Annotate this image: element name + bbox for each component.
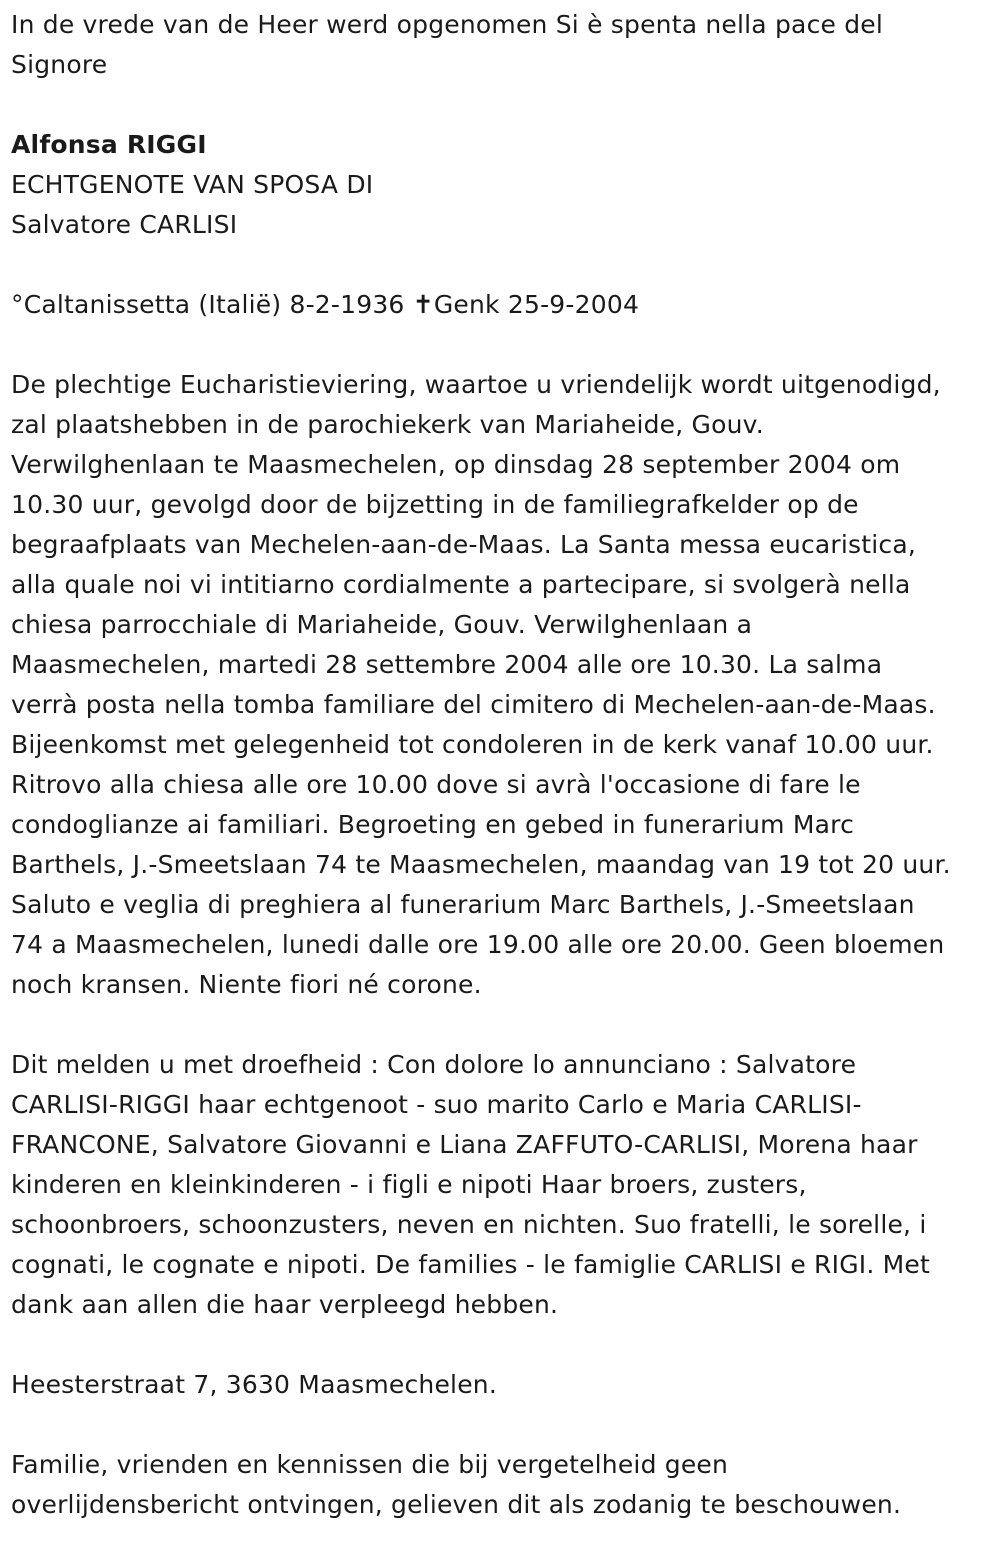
ceremony-line: chiesa parrocchiale di Mariaheide, Gouv. Verwilghenlaan a bbox=[11, 610, 753, 639]
ceremony-line: verrà posta nella tomba familiare del cimitero di Mechelen-aan-de-Maas. bbox=[11, 690, 936, 719]
ceremony-line: De plechtige Eucharistieviering, waartoe u vriendelijk wordt uitgenodigd, bbox=[11, 370, 941, 399]
ceremony-line: zal plaatshebben in de parochiekerk van Mariaheide, Gouv. bbox=[11, 410, 764, 439]
family-line: schoonbroers, schoonzusters, neven en nichten. Suo fratelli, le sorelle, i bbox=[11, 1210, 927, 1239]
family-line: Dit melden u met droefheid : Con dolore lo annunciano : Salvatore bbox=[11, 1050, 857, 1079]
family-line: kinderen en kleinkinderen - i figli e nipoti Haar broers, zusters, bbox=[11, 1170, 807, 1199]
deceased-name: Alfonsa RIGGI bbox=[11, 130, 207, 159]
ceremony-line: noch kransen. Niente fiori né corone. bbox=[11, 970, 482, 999]
ceremony-line: Bijeenkomst met gelegenheid tot condoleren in de kerk vanaf 10.00 uur. bbox=[11, 730, 934, 759]
ceremony-line: Barthels, J.-Smeetslaan 74 te Maasmechelen, maandag van 19 tot 20 uur. bbox=[11, 850, 951, 879]
address bbox=[11, 1365, 990, 1405]
ceremony-line: alla quale noi vi intitiarno cordialmente a partecipare, si svolgerà nella bbox=[11, 570, 911, 599]
birth-info: °Caltanissetta (Italië) 8-2-1936 bbox=[11, 290, 413, 319]
deceased-block bbox=[11, 125, 990, 245]
cross-icon: ✝ bbox=[412, 290, 434, 319]
ceremony-line: condoglianze ai familiari. Begroeting en gebed in funerarium Marc bbox=[11, 810, 855, 839]
ceremony-line: 74 a Maasmechelen, lunedi dalle ore 19.00 alle ore 20.00. Geen bloemen bbox=[11, 930, 945, 959]
closing-line: overlijdensbericht ontvingen, gelieven dit als zodanig te beschouwen. bbox=[11, 1490, 902, 1519]
intro-text bbox=[11, 5, 990, 85]
ceremony-line: 10.30 uur, gevolgd door de bijzetting in de familiegrafkelder op de bbox=[11, 490, 859, 519]
address-line: Heesterstraat 7, 3630 Maasmechelen. bbox=[11, 1370, 497, 1399]
ceremony-line: Verwilghenlaan te Maasmechelen, op dinsdag 28 september 2004 om bbox=[11, 450, 901, 479]
intro-line: Signore bbox=[11, 50, 108, 79]
ceremony-line: begraafplaats van Mechelen-aan-de-Maas. La Santa messa eucaristica, bbox=[11, 530, 917, 559]
family-line: CARLISI-RIGGI haar echtgenoot - suo marito Carlo e Maria CARLISI- bbox=[11, 1090, 862, 1119]
dates-line bbox=[11, 285, 990, 325]
intro-line: In de vrede van de Heer werd opgenomen Si è spenta nella pace del bbox=[11, 10, 884, 39]
ceremony-line: Ritrovo alla chiesa alle ore 10.00 dove si avrà l'occasione di fare le bbox=[11, 770, 861, 799]
family-line: FRANCONE, Salvatore Giovanni e Liana ZAFFUTO-CARLISI, Morena haar bbox=[11, 1130, 918, 1159]
family-line: dank aan allen die haar verpleegd hebben. bbox=[11, 1290, 559, 1319]
family-paragraph bbox=[11, 1045, 990, 1325]
ceremony-line: Maasmechelen, martedi 28 settembre 2004 alle ore 10.30. La salma bbox=[11, 650, 883, 679]
closing-line: Familie, vrienden en kennissen die bij vergetelheid geen bbox=[11, 1450, 729, 1479]
closing-paragraph bbox=[11, 1445, 990, 1525]
ceremony-line: Saluto e veglia di preghiera al funerarium Marc Barthels, J.-Smeetslaan bbox=[11, 890, 915, 919]
ceremony-paragraph bbox=[11, 365, 990, 1005]
relation-label: ECHTGENOTE VAN SPOSA DI bbox=[11, 170, 374, 199]
death-info: Genk 25-9-2004 bbox=[433, 290, 640, 319]
spouse-name: Salvatore CARLISI bbox=[11, 210, 238, 239]
family-line: cognati, le cognate e nipoti. De families - le famiglie CARLISI e RIGI. Met bbox=[11, 1250, 930, 1279]
